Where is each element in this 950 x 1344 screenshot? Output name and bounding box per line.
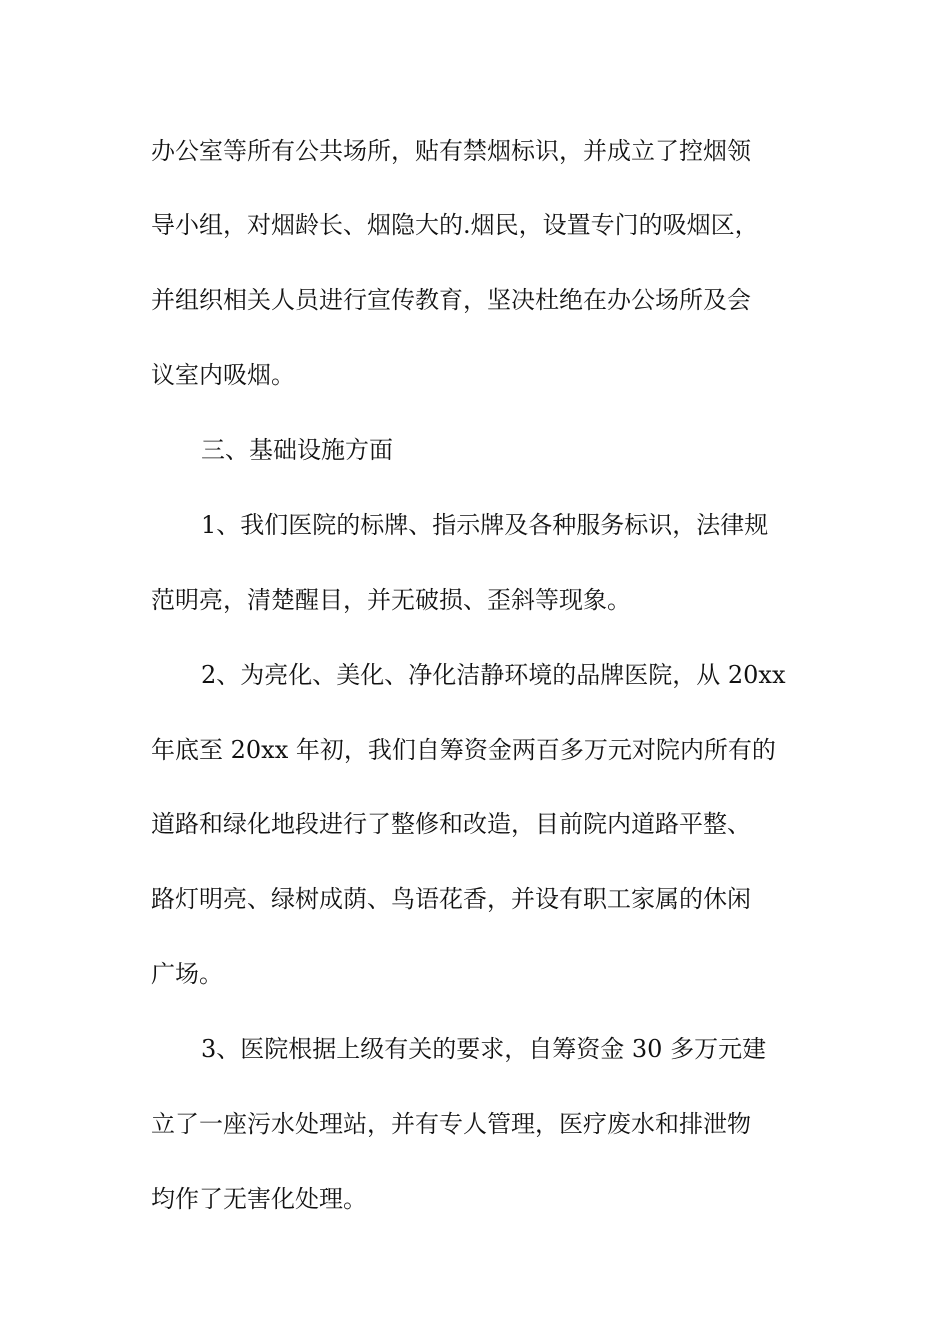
text-line: 道路和绿化地段进行了整修和改造，目前院内道路平整、: [151, 810, 751, 838]
text-line: 并组织相关人员进行宣传教育，坚决杜绝在办公场所及会: [151, 286, 751, 314]
text-line: 均作了无害化处理。: [151, 1185, 367, 1213]
section-heading: 三、基础设施方面: [201, 436, 393, 464]
text-line: 广场。: [151, 960, 223, 988]
text-line: 2、为亮化、美化、净化洁静环境的品牌医院，从 20xx: [201, 661, 786, 689]
text-line: 年底至 20xx 年初，我们自筹资金两百多万元对院内所有的: [151, 736, 776, 764]
text-line: 立了一座污水处理站，并有专人管理，医疗废水和排泄物: [151, 1110, 751, 1138]
text-line: 办公室等所有公共场所，贴有禁烟标识，并成立了控烟领: [151, 137, 751, 165]
text-line: 3、医院根据上级有关的要求，自筹资金 30 多万元建: [201, 1035, 767, 1063]
text-line: 范明亮，清楚醒目，并无破损、歪斜等现象。: [151, 586, 631, 614]
text-line: 导小组，对烟龄长、烟隐大的.烟民，设置专门的吸烟区，: [151, 211, 759, 239]
text-line: 1、我们医院的标牌、指示牌及各种服务标识，法律规: [201, 511, 769, 539]
text-line: 路灯明亮、绿树成荫、鸟语花香，并设有职工家属的休闲: [151, 885, 751, 913]
text-line: 议室内吸烟。: [151, 361, 295, 389]
